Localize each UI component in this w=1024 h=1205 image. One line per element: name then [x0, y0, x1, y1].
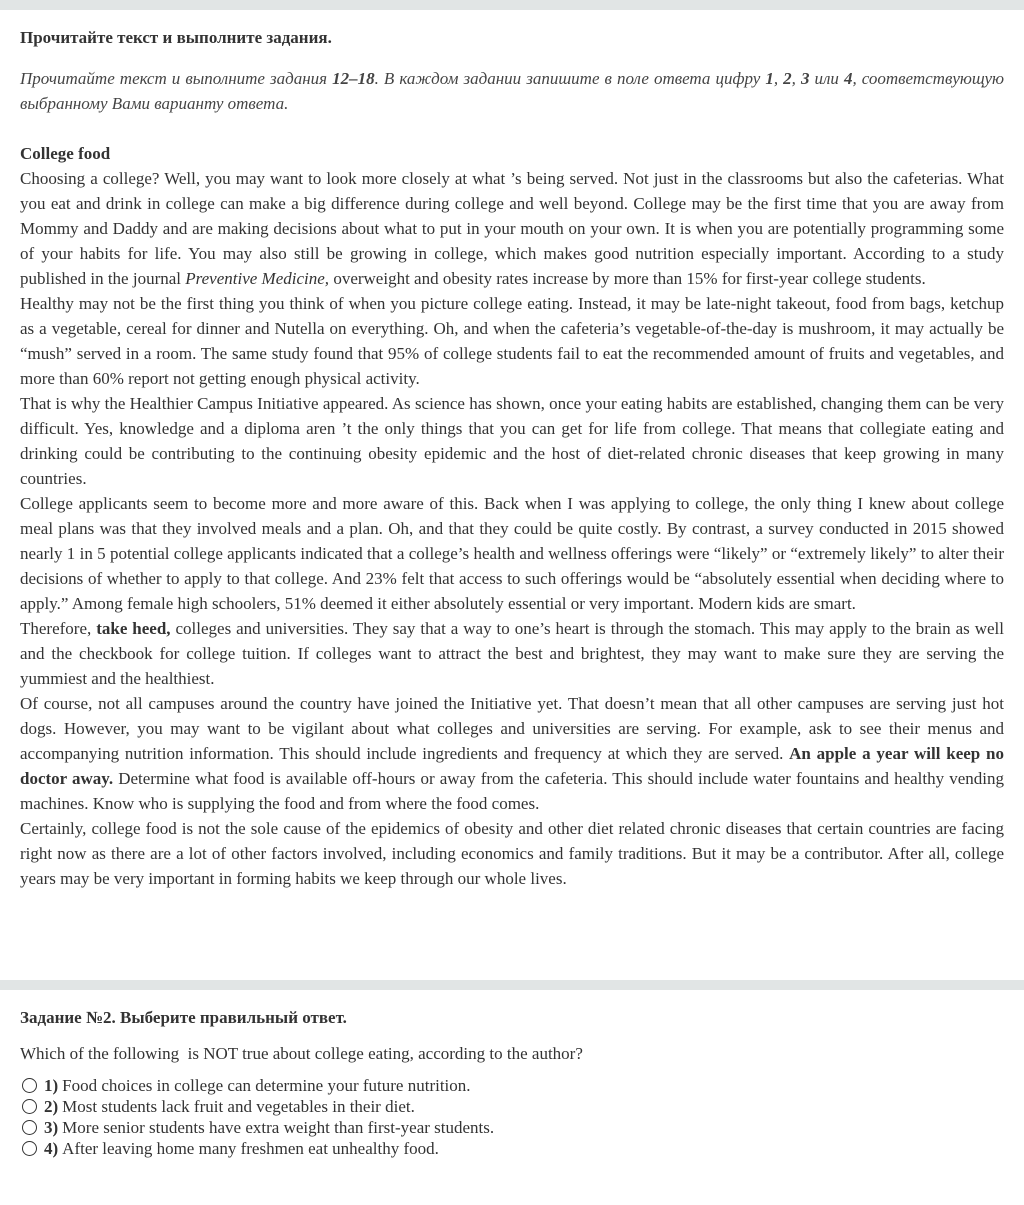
instruction-text: , соответствующую выбранному Вами варианту ответа. — [20, 69, 1005, 113]
answer-option[interactable] — [20, 1075, 494, 1096]
option-number: 1) — [44, 1076, 59, 1095]
option-number: 2) — [44, 1097, 59, 1116]
radio-button[interactable] — [22, 1120, 37, 1135]
article-paragraph: That is why the Healthier Campus Initiative appeared. As science has shown, once your eating habits are established, changing them can be very difficult. Yes, knowledge and a diploma aren ’t the only things that you can get for life from college. That means that collegiate eating and drinking could be contributing to the continuing obesity epidemic and the host of diet-related chronic diseases that keep growing in many countries. — [20, 394, 1004, 488]
article-paragraph — [20, 166, 1004, 291]
option-number: 3) — [44, 1118, 59, 1137]
radio-button[interactable] — [22, 1099, 37, 1114]
answer-digit: 2 — [783, 69, 792, 88]
article-paragraph: Certainly, college food is not the sole cause of the epidemics of obesity and other diet related chronic diseases that certain countries are facing right now as there are a lot of other factors involved, including economics and family traditions. But it may be a contributor. After all, college years may be very important in forming habits we keep through our whole lives. — [20, 819, 1004, 888]
option-label[interactable]: Food choices in college can determine your future nutrition. — [62, 1076, 471, 1095]
task-range: 12–18 — [332, 69, 375, 88]
paragraph-text: Determine what food is available off-hours or away from the cafeteria. This should include water fountains and healthy vending machines. Know who is supplying the food and from where the food comes. — [20, 769, 1004, 813]
instruction-text: , — [773, 69, 784, 88]
radio-button[interactable] — [22, 1078, 37, 1093]
radio-button[interactable] — [22, 1141, 37, 1156]
option-label[interactable]: After leaving home many freshmen eat unhealthy food. — [62, 1139, 439, 1158]
task-title: Задание №2. Выберите правильный ответ. — [20, 1008, 347, 1027]
option-number: 4) — [44, 1139, 59, 1158]
journal-title: Preventive Medicine, — [185, 269, 330, 288]
bold-phrase: take heed, — [96, 619, 171, 638]
page-title: Прочитайте текст и выполните задания. — [20, 28, 332, 47]
article-paragraph: College applicants seem to become more and more aware of this. Back when I was applying to college, the only thing I knew about college meal plans was that they involved meals and a plan. Oh, and that they could be quite costly. By contrast, a survey conducted in 2015 showed nearly 1 in 5 potential college applicants indicated that a college’s health and wellness offerings were “likely” or “extremely likely” to alter their decisions of whether to apply to that college. And 23% felt that access to such offerings would be “absolutely essential when deciding where to apply.” Among female high schoolers, 51% deemed it either absolutely essential or very important. Modern kids are smart. — [20, 494, 1004, 613]
paragraph-text: Therefore, — [20, 619, 97, 638]
instruction-text: Прочитайте текст и выполните задания — [20, 69, 333, 88]
answer-options — [20, 1075, 494, 1159]
answer-digit: 1 — [765, 69, 774, 88]
answer-option[interactable] — [20, 1117, 494, 1138]
section-divider — [0, 980, 1024, 990]
article-heading: College food — [20, 144, 111, 163]
answer-option[interactable] — [20, 1138, 494, 1159]
question-text: Which of the following is NOT true about college eating, according to the author? — [20, 1044, 583, 1063]
article-paragraph — [20, 616, 1004, 691]
top-bar — [0, 0, 1024, 10]
bold-phrase: An apple a year will keep no doctor away. — [20, 744, 1004, 788]
option-label[interactable]: Most students lack fruit and vegetables in their diet. — [62, 1097, 415, 1116]
instruction-text: , — [791, 69, 801, 88]
article — [20, 141, 1004, 891]
instruction-text: или — [809, 69, 844, 88]
instructions — [20, 66, 1004, 116]
paragraph-text: colleges and universities. They say that a way to one’s heart is through the stomach. This may apply to the brain as well and the checkbook for college tuition. If colleges want to attract the best and brightest, they may want to make sure they are serving the yummiest and the healthiest. — [20, 619, 1004, 688]
answer-option[interactable] — [20, 1096, 494, 1117]
paragraph-text: Of course, not all campuses around the country have joined the Initiative yet. That doesn’t mean that all other campuses are serving just hot dogs. However, you may want to be vigilant about what colleges and universities are serving. For example, ask to see their menus and accompanying nutrition information. This should include ingredients and frequency at which they are served. — [20, 694, 1004, 763]
answer-digit: 4 — [843, 69, 853, 88]
article-paragraph — [20, 691, 1004, 816]
instruction-text: . В каждом задании запишите в поле ответа цифру — [374, 69, 766, 88]
option-label[interactable]: More senior students have extra weight than first-year students. — [62, 1118, 495, 1137]
paragraph-text: overweight and obesity rates increase by more than 15% for first-year college students. — [329, 269, 926, 288]
answer-digit: 3 — [800, 69, 810, 88]
article-paragraph: Healthy may not be the first thing you think of when you picture college eating. Instead, it may be late-night takeout, food from bags, ketchup as a vegetable, cereal for dinner and Nutella on everything. Oh, and when the cafeteria’s vegetable-of-the-day is mushroom, it may actually be “mush” served in a room. The same study found that 95% of college students fail to eat the recommended amount of fruits and vegetables, and more than 60% report not getting enough physical activity. — [20, 294, 1004, 388]
paragraph-text: Choosing a college? Well, you may want to look more closely at what ’s being served. Not just in the classrooms but also the cafeterias. What you eat and drink in college can make a big difference during college and well beyond. College may be the first time that you are away from Mommy and Daddy and are making decisions about what to put in your mouth on your own. It is when you are potentially programming some of your habits for life. You may also still be growing in college, which makes good nutrition especially important. According to a study published in the journal — [20, 169, 1004, 288]
